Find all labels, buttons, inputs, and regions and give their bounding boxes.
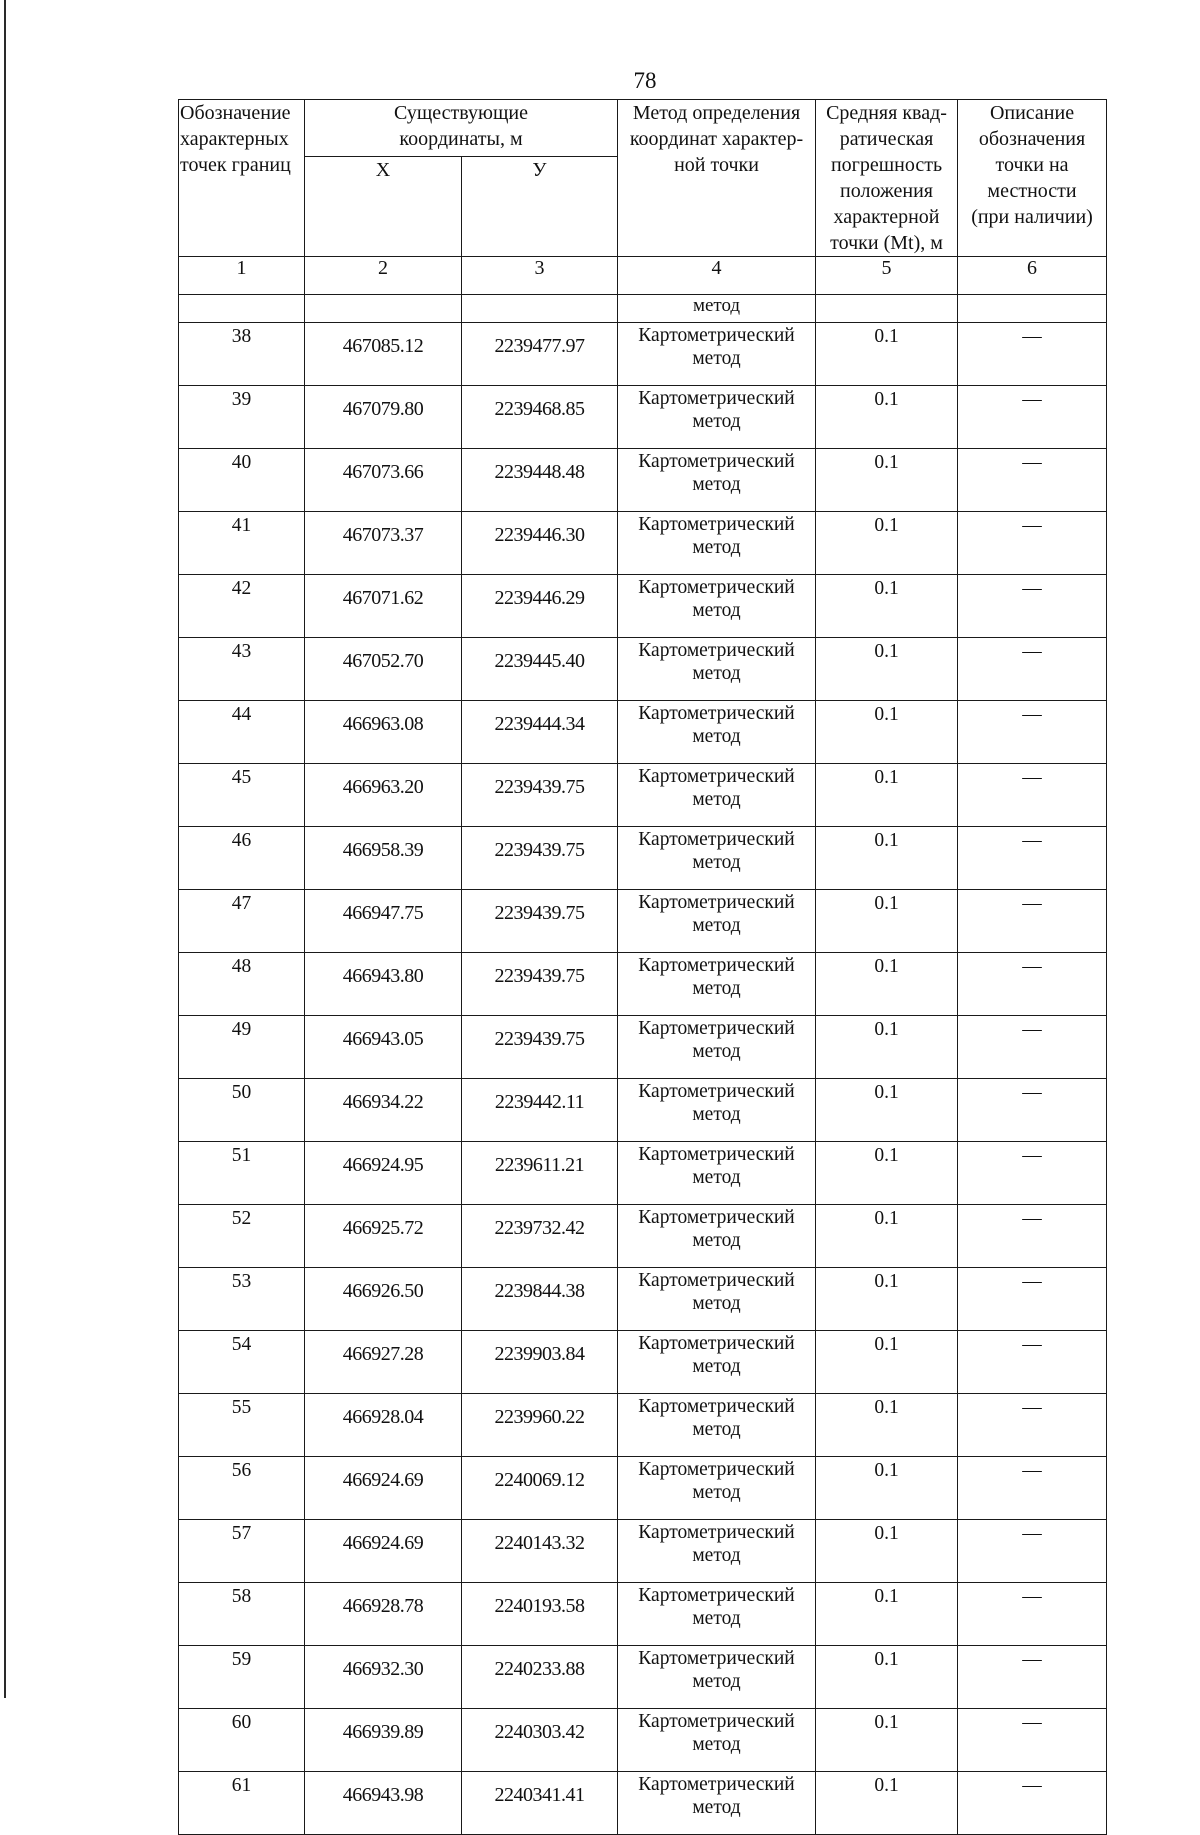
point-description: — (958, 512, 1107, 575)
point-id: 51 (179, 1142, 305, 1205)
mean-square-error: 0.1 (816, 1205, 958, 1268)
method-cell (618, 1142, 816, 1205)
header-column-numbers (179, 257, 1107, 295)
continuation-method: метод (618, 295, 816, 323)
point-id: 61 (179, 1772, 305, 1835)
method-line1: Картометрический (638, 766, 795, 787)
coord-y: 2239477.97 (462, 323, 618, 386)
method-line1: Картометрический (638, 577, 795, 598)
method-line2: метод (692, 915, 741, 936)
method-cell (618, 1646, 816, 1709)
point-description: — (958, 1016, 1107, 1079)
mean-square-error: 0.1 (816, 764, 958, 827)
point-description: — (958, 827, 1107, 890)
table-row (179, 1520, 1107, 1583)
method-cell (618, 1583, 816, 1646)
method-line1: Картометрический (638, 1459, 795, 1480)
point-id: 58 (179, 1583, 305, 1646)
method-line1: Картометрический (638, 451, 795, 472)
point-description: — (958, 953, 1107, 1016)
point-id: 54 (179, 1331, 305, 1394)
method-line1: Картометрический (638, 829, 795, 850)
point-description: — (958, 1142, 1107, 1205)
method-line1: Картометрический (638, 1144, 795, 1165)
coord-y: 2240233.88 (462, 1646, 618, 1709)
table-row (179, 1583, 1107, 1646)
point-id: 47 (179, 890, 305, 953)
point-description: — (958, 701, 1107, 764)
method-line1: Картометрический (638, 1081, 795, 1102)
column-number: 1 (179, 257, 305, 295)
coord-x: 466928.78 (305, 1583, 462, 1646)
table-row (179, 764, 1107, 827)
mean-square-error: 0.1 (816, 1457, 958, 1520)
coord-y: 2240341.41 (462, 1772, 618, 1835)
column-number: 2 (305, 257, 462, 295)
point-description: — (958, 1331, 1107, 1394)
method-line2: метод (692, 726, 741, 747)
method-line2: метод (692, 1293, 741, 1314)
method-cell (618, 764, 816, 827)
method-cell (618, 1016, 816, 1079)
method-line1: Картометрический (638, 703, 795, 724)
method-line2: метод (692, 1734, 741, 1755)
point-description: — (958, 575, 1107, 638)
method-cell (618, 1205, 816, 1268)
point-description: — (958, 1268, 1107, 1331)
method-cell (618, 575, 816, 638)
point-id: 42 (179, 575, 305, 638)
method-line2: метод (692, 663, 741, 684)
coord-y: 2239611.21 (462, 1142, 618, 1205)
table-row (179, 1079, 1107, 1142)
coord-x: 466926.50 (305, 1268, 462, 1331)
mean-square-error: 0.1 (816, 1772, 958, 1835)
mean-square-error: 0.1 (816, 701, 958, 764)
coord-x: 466925.72 (305, 1205, 462, 1268)
method-cell (618, 386, 816, 449)
method-line1: Картометрический (638, 1333, 795, 1354)
method-line2: метод (692, 1104, 741, 1125)
coord-y: 2239844.38 (462, 1268, 618, 1331)
coord-x: 466963.08 (305, 701, 462, 764)
coord-y: 2240303.42 (462, 1709, 618, 1772)
coord-y: 2239446.29 (462, 575, 618, 638)
method-line2: метод (692, 600, 741, 621)
table-row (179, 1268, 1107, 1331)
point-id: 59 (179, 1646, 305, 1709)
point-description: — (958, 1394, 1107, 1457)
method-line1: Картометрический (638, 955, 795, 976)
method-line1: Картометрический (638, 388, 795, 409)
continuation-row (179, 295, 1107, 323)
method-cell (618, 1709, 816, 1772)
point-description: — (958, 1772, 1107, 1835)
point-id: 49 (179, 1016, 305, 1079)
point-id: 38 (179, 323, 305, 386)
coord-x: 466927.28 (305, 1331, 462, 1394)
method-cell (618, 701, 816, 764)
point-description: — (958, 323, 1107, 386)
header-y: У (462, 157, 618, 257)
point-description: — (958, 449, 1107, 512)
method-line2: метод (692, 1671, 741, 1692)
point-id: 53 (179, 1268, 305, 1331)
mean-square-error: 0.1 (816, 1016, 958, 1079)
coord-y: 2239732.42 (462, 1205, 618, 1268)
mean-square-error: 0.1 (816, 1520, 958, 1583)
coord-y: 2239445.40 (462, 638, 618, 701)
coord-x: 466924.95 (305, 1142, 462, 1205)
coordinates-table (178, 99, 1107, 1835)
mean-square-error: 0.1 (816, 1268, 958, 1331)
point-id: 60 (179, 1709, 305, 1772)
point-id: 55 (179, 1394, 305, 1457)
point-id: 48 (179, 953, 305, 1016)
mean-square-error: 0.1 (816, 512, 958, 575)
coord-x: 466934.22 (305, 1079, 462, 1142)
coord-y: 2239439.75 (462, 827, 618, 890)
point-id: 43 (179, 638, 305, 701)
method-cell (618, 827, 816, 890)
table-row (179, 701, 1107, 764)
point-description: — (958, 1646, 1107, 1709)
point-id: 56 (179, 1457, 305, 1520)
method-cell (618, 1457, 816, 1520)
coord-y: 2239468.85 (462, 386, 618, 449)
method-line2: метод (692, 1041, 741, 1062)
method-line1: Картометрический (638, 1522, 795, 1543)
coord-x: 466928.04 (305, 1394, 462, 1457)
method-cell (618, 323, 816, 386)
table-row (179, 953, 1107, 1016)
point-id: 39 (179, 386, 305, 449)
coord-x: 466924.69 (305, 1457, 462, 1520)
coord-x: 466958.39 (305, 827, 462, 890)
header-point-designation: Обозначение характерных точек границ (179, 100, 305, 257)
column-number: 5 (816, 257, 958, 295)
coord-x: 467085.12 (305, 323, 462, 386)
method-line1: Картометрический (638, 1585, 795, 1606)
coord-y: 2239960.22 (462, 1394, 618, 1457)
method-cell (618, 1520, 816, 1583)
coord-y: 2239439.75 (462, 890, 618, 953)
mean-square-error: 0.1 (816, 386, 958, 449)
mean-square-error: 0.1 (816, 827, 958, 890)
table-row (179, 323, 1107, 386)
coord-y: 2239439.75 (462, 1016, 618, 1079)
method-line2: метод (692, 411, 741, 432)
table-row (179, 1457, 1107, 1520)
table-row (179, 1646, 1107, 1709)
point-description: — (958, 1520, 1107, 1583)
page-edge-line (4, 0, 6, 1698)
point-description: — (958, 638, 1107, 701)
method-cell (618, 1394, 816, 1457)
coord-x: 466939.89 (305, 1709, 462, 1772)
point-description: — (958, 1079, 1107, 1142)
coord-x: 466943.05 (305, 1016, 462, 1079)
mean-square-error: 0.1 (816, 890, 958, 953)
point-id: 45 (179, 764, 305, 827)
method-line1: Картометрический (638, 1711, 795, 1732)
method-line2: метод (692, 1167, 741, 1188)
method-line2: метод (692, 852, 741, 873)
mean-square-error: 0.1 (816, 1079, 958, 1142)
coord-y: 2239444.34 (462, 701, 618, 764)
method-line2: метод (692, 1356, 741, 1377)
coord-x: 466932.30 (305, 1646, 462, 1709)
coord-y: 2240069.12 (462, 1457, 618, 1520)
method-line2: метод (692, 1545, 741, 1566)
coord-x: 466963.20 (305, 764, 462, 827)
point-id: 52 (179, 1205, 305, 1268)
coord-x: 466943.80 (305, 953, 462, 1016)
method-line1: Картометрический (638, 1648, 795, 1669)
method-line2: метод (692, 789, 741, 810)
mean-square-error: 0.1 (816, 323, 958, 386)
method-line2: метод (692, 1419, 741, 1440)
point-description: — (958, 764, 1107, 827)
mean-square-error: 0.1 (816, 1331, 958, 1394)
coord-x: 467079.80 (305, 386, 462, 449)
coord-y: 2239903.84 (462, 1331, 618, 1394)
table-row (179, 1772, 1107, 1835)
method-cell (618, 890, 816, 953)
coord-x: 466947.75 (305, 890, 462, 953)
coord-y: 2239439.75 (462, 764, 618, 827)
method-line1: Картометрический (638, 1018, 795, 1039)
method-line1: Картометрический (638, 640, 795, 661)
coord-y: 2239446.30 (462, 512, 618, 575)
point-id: 46 (179, 827, 305, 890)
method-line2: метод (692, 474, 741, 495)
method-line2: метод (692, 1482, 741, 1503)
method-line2: метод (692, 1797, 741, 1818)
point-id: 44 (179, 701, 305, 764)
mean-square-error: 0.1 (816, 1646, 958, 1709)
method-cell (618, 1268, 816, 1331)
mean-square-error: 0.1 (816, 1709, 958, 1772)
point-id: 57 (179, 1520, 305, 1583)
method-line2: метод (692, 1608, 741, 1629)
method-line1: Картометрический (638, 892, 795, 913)
method-line1: Картометрический (638, 514, 795, 535)
coord-y: 2239442.11 (462, 1079, 618, 1142)
header-existing-coordinates: Существующие координаты, м (305, 100, 618, 157)
method-cell (618, 1331, 816, 1394)
coord-y: 2239439.75 (462, 953, 618, 1016)
coord-x: 466924.69 (305, 1520, 462, 1583)
method-cell (618, 512, 816, 575)
method-cell (618, 1079, 816, 1142)
table-row (179, 638, 1107, 701)
method-line1: Картометрический (638, 325, 795, 346)
table-row (179, 1709, 1107, 1772)
point-id: 40 (179, 449, 305, 512)
method-line1: Картометрический (638, 1396, 795, 1417)
table-row (179, 1142, 1107, 1205)
coord-y: 2239448.48 (462, 449, 618, 512)
point-id: 41 (179, 512, 305, 575)
coord-x: 467071.62 (305, 575, 462, 638)
page-number: 78 (633, 68, 657, 93)
coord-y: 2240193.58 (462, 1583, 618, 1646)
header-method: Метод определения координат характер- ной точки (618, 100, 816, 257)
column-number: 6 (958, 257, 1107, 295)
point-description: — (958, 1709, 1107, 1772)
table-row (179, 890, 1107, 953)
method-cell (618, 1772, 816, 1835)
table-row (179, 449, 1107, 512)
method-line2: метод (692, 537, 741, 558)
coord-y: 2240143.32 (462, 1520, 618, 1583)
mean-square-error: 0.1 (816, 638, 958, 701)
header-x: X (305, 157, 462, 257)
method-cell (618, 638, 816, 701)
coord-x: 467073.37 (305, 512, 462, 575)
method-line1: Картометрический (638, 1270, 795, 1291)
coord-x: 466943.98 (305, 1772, 462, 1835)
method-line1: Картометрический (638, 1207, 795, 1228)
coord-x: 467052.70 (305, 638, 462, 701)
table-row (179, 386, 1107, 449)
mean-square-error: 0.1 (816, 1394, 958, 1457)
point-description: — (958, 386, 1107, 449)
mean-square-error: 0.1 (816, 449, 958, 512)
point-description: — (958, 890, 1107, 953)
method-line1: Картометрический (638, 1774, 795, 1795)
mean-square-error: 0.1 (816, 953, 958, 1016)
header-mean-square-error: Средняя квад- ратическая погрешность положения характерной точки (Mt), м (816, 100, 958, 257)
point-description: — (958, 1583, 1107, 1646)
coord-x: 467073.66 (305, 449, 462, 512)
table-row (179, 827, 1107, 890)
mean-square-error: 0.1 (816, 1142, 958, 1205)
column-number: 4 (618, 257, 816, 295)
table-row (179, 512, 1107, 575)
mean-square-error: 0.1 (816, 1583, 958, 1646)
table-row (179, 1205, 1107, 1268)
table-row (179, 1394, 1107, 1457)
method-cell (618, 449, 816, 512)
header-description: Описание обозначения точки на местности (при наличии) (958, 100, 1107, 257)
table-row (179, 1016, 1107, 1079)
method-cell (618, 953, 816, 1016)
mean-square-error: 0.1 (816, 575, 958, 638)
column-number: 3 (462, 257, 618, 295)
method-line2: метод (692, 348, 741, 369)
method-line2: метод (692, 978, 741, 999)
point-description: — (958, 1457, 1107, 1520)
table-row (179, 1331, 1107, 1394)
point-id: 50 (179, 1079, 305, 1142)
table-row (179, 575, 1107, 638)
point-description: — (958, 1205, 1107, 1268)
method-line2: метод (692, 1230, 741, 1251)
